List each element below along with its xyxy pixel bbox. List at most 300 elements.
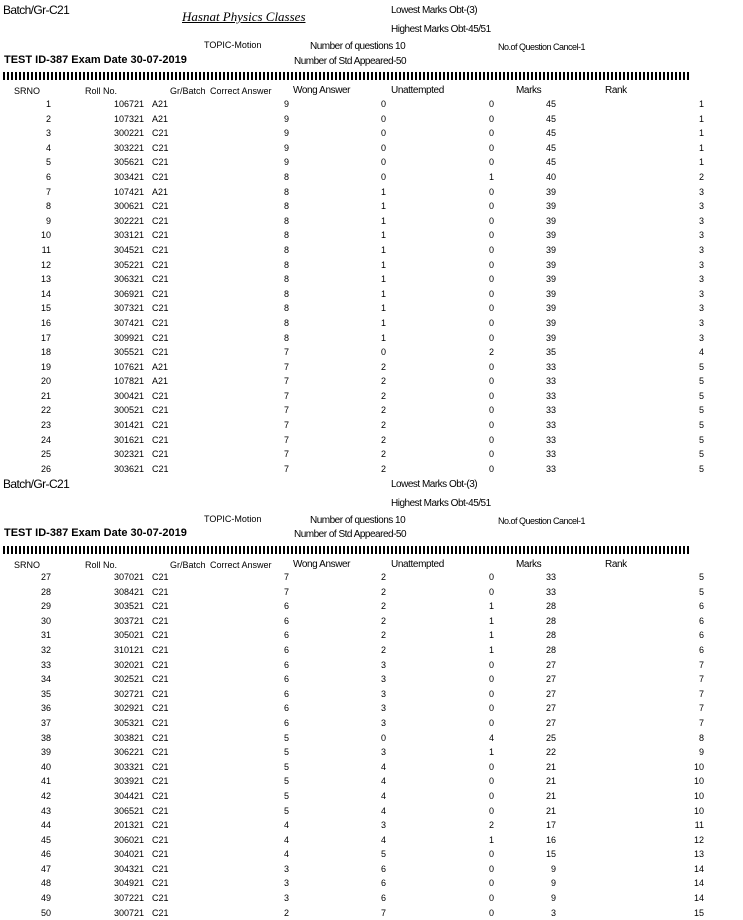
table-row xyxy=(0,272,743,287)
lowest-marks: Lowest Marks Obt-(3) xyxy=(391,5,478,16)
cell-srno: 6 xyxy=(45,171,51,182)
cell-correct: 6 xyxy=(283,717,289,728)
cell-unattempted: 0 xyxy=(488,805,494,816)
cell-correct: 7 xyxy=(283,376,289,387)
cell-marks: 33 xyxy=(545,463,556,474)
cell-roll-no: 302921 xyxy=(114,703,145,714)
cell-roll-no: 300421 xyxy=(114,390,145,401)
cell-wrong: 3 xyxy=(380,820,386,831)
cell-roll-no: 307021 xyxy=(114,572,145,582)
col-header-group: Gr/Batch xyxy=(170,560,206,570)
cell-wrong: 4 xyxy=(380,761,386,772)
cell-rank: 13 xyxy=(693,849,704,860)
test-id-exam-date: TEST ID-387 Exam Date 30-07-2019 xyxy=(4,527,187,539)
cell-rank: 7 xyxy=(698,717,704,728)
cell-marks: 39 xyxy=(545,317,556,328)
cell-unattempted: 0 xyxy=(488,259,494,270)
cell-rank: 1 xyxy=(698,142,704,153)
cell-rank: 14 xyxy=(693,878,704,889)
cell-roll-no: 304021 xyxy=(114,849,145,860)
cell-group: C21 xyxy=(152,405,169,416)
table-row xyxy=(0,818,743,833)
cell-wrong: 2 xyxy=(380,615,386,626)
cell-group: A21 xyxy=(152,376,169,387)
cell-rank: 1 xyxy=(698,99,704,109)
highest-marks: Highest Marks Obt-45/51 xyxy=(391,24,491,35)
cell-srno: 49 xyxy=(40,893,51,904)
cell-srno: 1 xyxy=(45,99,51,109)
cell-marks: 28 xyxy=(545,644,556,655)
cell-marks: 9 xyxy=(550,893,556,904)
cell-roll-no: 303521 xyxy=(114,601,145,612)
cell-srno: 43 xyxy=(40,805,51,816)
table-row xyxy=(0,789,743,804)
cell-srno: 38 xyxy=(40,732,51,743)
col-header-marks: Marks xyxy=(516,85,542,96)
cell-unattempted: 1 xyxy=(488,615,494,626)
col-header-roll: Roll No. xyxy=(85,560,118,570)
cell-rank: 1 xyxy=(698,113,704,124)
table-row xyxy=(0,316,743,331)
cell-unattempted: 0 xyxy=(488,317,494,328)
cell-roll-no: 300721 xyxy=(114,907,145,918)
cell-correct: 8 xyxy=(283,230,289,241)
cell-roll-no: 302221 xyxy=(114,215,145,226)
cell-wrong: 2 xyxy=(380,449,386,460)
cell-wrong: 6 xyxy=(380,878,386,889)
col-header-unattempted: Unattempted xyxy=(391,85,444,96)
cell-roll-no: 303221 xyxy=(114,142,145,153)
cell-marks: 33 xyxy=(545,434,556,445)
cell-correct: 7 xyxy=(283,347,289,358)
cell-rank: 12 xyxy=(693,834,704,845)
table-row xyxy=(0,403,743,418)
cell-srno: 3 xyxy=(45,128,51,139)
cell-correct: 7 xyxy=(283,572,289,582)
table-row xyxy=(0,447,743,462)
cell-marks: 21 xyxy=(545,805,556,816)
cell-wrong: 0 xyxy=(380,142,386,153)
batch-label: Batch/Gr-C21 xyxy=(3,477,70,491)
cell-wrong: 2 xyxy=(380,601,386,612)
cell-unattempted: 2 xyxy=(488,347,494,358)
cell-group: C21 xyxy=(152,849,169,860)
col-header-marks: Marks xyxy=(516,559,542,570)
cell-marks: 16 xyxy=(545,834,556,845)
cell-wrong: 2 xyxy=(380,586,386,597)
table-row xyxy=(0,418,743,433)
cell-rank: 1 xyxy=(698,128,704,139)
cell-roll-no: 304421 xyxy=(114,790,145,801)
cell-roll-no: 303321 xyxy=(114,761,145,772)
cell-correct: 8 xyxy=(283,259,289,270)
cell-marks: 39 xyxy=(545,215,556,226)
cell-marks: 45 xyxy=(545,113,556,124)
cell-marks: 45 xyxy=(545,99,556,109)
cell-group: C21 xyxy=(152,288,169,299)
cell-srno: 19 xyxy=(40,361,51,372)
cell-marks: 17 xyxy=(545,820,556,831)
cell-srno: 15 xyxy=(40,303,51,314)
cell-group: C21 xyxy=(152,703,169,714)
cell-wrong: 0 xyxy=(380,171,386,182)
cell-rank: 3 xyxy=(698,186,704,197)
cell-srno: 27 xyxy=(40,572,51,582)
cell-marks: 33 xyxy=(545,405,556,416)
table-row xyxy=(0,628,743,643)
cell-marks: 27 xyxy=(545,688,556,699)
cell-group: C21 xyxy=(152,747,169,758)
cell-group: C21 xyxy=(152,834,169,845)
cell-marks: 39 xyxy=(545,201,556,212)
cell-group: C21 xyxy=(152,717,169,728)
cell-srno: 30 xyxy=(40,615,51,626)
cell-group: C21 xyxy=(152,878,169,889)
cell-roll-no: 304921 xyxy=(114,878,145,889)
table-row xyxy=(0,687,743,702)
cell-correct: 5 xyxy=(283,790,289,801)
cell-group: C21 xyxy=(152,659,169,670)
table-row xyxy=(0,243,743,258)
table-row xyxy=(0,701,743,716)
cell-marks: 33 xyxy=(545,572,556,582)
cell-roll-no: 304521 xyxy=(114,244,145,255)
cell-group: C21 xyxy=(152,572,169,582)
cell-unattempted: 1 xyxy=(488,630,494,641)
cell-group: C21 xyxy=(152,761,169,772)
cell-wrong: 0 xyxy=(380,157,386,168)
cell-unattempted: 0 xyxy=(488,361,494,372)
cell-srno: 13 xyxy=(40,274,51,285)
cell-unattempted: 0 xyxy=(488,405,494,416)
table-row xyxy=(0,170,743,185)
cell-marks: 40 xyxy=(545,171,556,182)
cell-wrong: 2 xyxy=(380,463,386,474)
cell-wrong: 6 xyxy=(380,863,386,874)
cell-unattempted: 0 xyxy=(488,703,494,714)
table-row xyxy=(0,374,743,389)
cell-marks: 27 xyxy=(545,674,556,685)
cell-marks: 27 xyxy=(545,717,556,728)
col-header-wrong: Wong Answer xyxy=(293,85,351,96)
cell-wrong: 1 xyxy=(380,332,386,343)
cell-srno: 24 xyxy=(40,434,51,445)
cell-rank: 3 xyxy=(698,215,704,226)
cell-correct: 4 xyxy=(283,849,289,860)
cell-roll-no: 300521 xyxy=(114,405,145,416)
cell-unattempted: 1 xyxy=(488,644,494,655)
cell-marks: 33 xyxy=(545,376,556,387)
cell-marks: 45 xyxy=(545,142,556,153)
cell-srno: 34 xyxy=(40,674,51,685)
cell-srno: 2 xyxy=(45,113,51,124)
cell-group: C21 xyxy=(152,215,169,226)
cell-unattempted: 1 xyxy=(488,747,494,758)
cell-rank: 10 xyxy=(693,761,704,772)
cell-marks: 39 xyxy=(545,274,556,285)
table-row xyxy=(0,731,743,746)
cell-roll-no: 107621 xyxy=(114,361,145,372)
cell-marks: 39 xyxy=(545,288,556,299)
cell-roll-no: 305521 xyxy=(114,347,145,358)
cell-wrong: 3 xyxy=(380,659,386,670)
cell-wrong: 3 xyxy=(380,674,386,685)
cell-unattempted: 0 xyxy=(488,659,494,670)
cell-wrong: 1 xyxy=(380,201,386,212)
cell-unattempted: 1 xyxy=(488,834,494,845)
cell-wrong: 1 xyxy=(380,244,386,255)
cell-srno: 9 xyxy=(45,215,51,226)
cell-rank: 6 xyxy=(698,630,704,641)
table-row xyxy=(0,155,743,170)
cell-marks: 39 xyxy=(545,332,556,343)
cell-rank: 3 xyxy=(698,274,704,285)
cell-wrong: 0 xyxy=(380,732,386,743)
cell-correct: 7 xyxy=(283,405,289,416)
cell-rank: 5 xyxy=(698,434,704,445)
cell-wrong: 2 xyxy=(380,361,386,372)
col-header-correct: Correct Answer xyxy=(210,560,272,570)
cell-correct: 8 xyxy=(283,186,289,197)
cell-marks: 27 xyxy=(545,703,556,714)
results-table-1 xyxy=(0,97,743,476)
cell-unattempted: 0 xyxy=(488,761,494,772)
cell-roll-no: 304321 xyxy=(114,863,145,874)
cell-srno: 39 xyxy=(40,747,51,758)
table-row xyxy=(0,716,743,731)
cell-wrong: 3 xyxy=(380,717,386,728)
table-row xyxy=(0,228,743,243)
questions-cancelled: No.of Question Cancel-1 xyxy=(498,42,586,52)
cell-correct: 8 xyxy=(283,288,289,299)
cell-srno: 35 xyxy=(40,688,51,699)
cell-correct: 6 xyxy=(283,601,289,612)
col-header-wrong: Wong Answer xyxy=(293,559,351,570)
table-row xyxy=(0,906,743,920)
cell-marks: 33 xyxy=(545,361,556,372)
cell-srno: 21 xyxy=(40,390,51,401)
cell-roll-no: 305021 xyxy=(114,630,145,641)
col-header-rank: Rank xyxy=(605,559,627,570)
cell-roll-no: 307321 xyxy=(114,303,145,314)
cell-marks: 28 xyxy=(545,615,556,626)
cell-marks: 39 xyxy=(545,186,556,197)
cell-correct: 6 xyxy=(283,688,289,699)
cell-rank: 9 xyxy=(698,747,704,758)
cell-srno: 42 xyxy=(40,790,51,801)
col-header-unattempted: Unattempted xyxy=(391,559,444,570)
cell-correct: 5 xyxy=(283,747,289,758)
cell-marks: 39 xyxy=(545,259,556,270)
cell-group: C21 xyxy=(152,317,169,328)
test-id-exam-date: TEST ID-387 Exam Date 30-07-2019 xyxy=(4,54,187,66)
cell-group: C21 xyxy=(152,259,169,270)
cell-srno: 37 xyxy=(40,717,51,728)
cell-wrong: 1 xyxy=(380,288,386,299)
table-row xyxy=(0,614,743,629)
cell-srno: 20 xyxy=(40,376,51,387)
cell-marks: 35 xyxy=(545,347,556,358)
cell-marks: 9 xyxy=(550,878,556,889)
cell-marks: 33 xyxy=(545,390,556,401)
cell-rank: 14 xyxy=(693,893,704,904)
cell-srno: 26 xyxy=(40,463,51,474)
cell-roll-no: 310121 xyxy=(114,644,145,655)
cell-group: C21 xyxy=(152,615,169,626)
cell-wrong: 3 xyxy=(380,703,386,714)
table-row xyxy=(0,126,743,141)
cell-rank: 3 xyxy=(698,230,704,241)
cell-unattempted: 0 xyxy=(488,463,494,474)
cell-correct: 6 xyxy=(283,703,289,714)
col-header-roll: Roll No. xyxy=(85,86,118,96)
table-row xyxy=(0,599,743,614)
cell-srno: 31 xyxy=(40,630,51,641)
cell-unattempted: 0 xyxy=(488,449,494,460)
cell-roll-no: 307221 xyxy=(114,893,145,904)
cell-unattempted: 0 xyxy=(488,434,494,445)
cell-wrong: 1 xyxy=(380,317,386,328)
cell-rank: 15 xyxy=(693,907,704,918)
cell-srno: 25 xyxy=(40,449,51,460)
cell-wrong: 5 xyxy=(380,849,386,860)
table-row xyxy=(0,389,743,404)
results-table-2 xyxy=(0,570,743,920)
cell-marks: 27 xyxy=(545,659,556,670)
cell-srno: 36 xyxy=(40,703,51,714)
cell-correct: 6 xyxy=(283,674,289,685)
cell-srno: 48 xyxy=(40,878,51,889)
topic-label: TOPIC-Motion xyxy=(204,40,262,50)
cell-wrong: 7 xyxy=(380,907,386,918)
cell-srno: 46 xyxy=(40,849,51,860)
number-of-questions: Number of questions 10 xyxy=(310,41,406,52)
cell-roll-no: 303721 xyxy=(114,615,145,626)
cell-rank: 5 xyxy=(698,449,704,460)
cell-group: C21 xyxy=(152,630,169,641)
separator-bar xyxy=(3,72,691,80)
topic-label: TOPIC-Motion xyxy=(204,514,262,524)
cell-correct: 9 xyxy=(283,128,289,139)
cell-marks: 28 xyxy=(545,630,556,641)
cell-srno: 16 xyxy=(40,317,51,328)
batch-label: Batch/Gr-C21 xyxy=(3,3,70,17)
cell-rank: 7 xyxy=(698,659,704,670)
cell-correct: 7 xyxy=(283,449,289,460)
cell-rank: 3 xyxy=(698,303,704,314)
table-row xyxy=(0,672,743,687)
table-row xyxy=(0,199,743,214)
cell-correct: 7 xyxy=(283,586,289,597)
cell-roll-no: 300221 xyxy=(114,128,145,139)
cell-roll-no: 306921 xyxy=(114,288,145,299)
cell-correct: 2 xyxy=(283,907,289,918)
cell-srno: 23 xyxy=(40,420,51,431)
cell-rank: 3 xyxy=(698,201,704,212)
cell-rank: 14 xyxy=(693,863,704,874)
cell-correct: 5 xyxy=(283,776,289,787)
cell-correct: 8 xyxy=(283,201,289,212)
cell-marks: 39 xyxy=(545,303,556,314)
table-row xyxy=(0,258,743,273)
cell-group: C21 xyxy=(152,907,169,918)
table-row xyxy=(0,643,743,658)
cell-correct: 4 xyxy=(283,834,289,845)
cell-rank: 6 xyxy=(698,644,704,655)
cell-rank: 5 xyxy=(698,463,704,474)
cell-rank: 3 xyxy=(698,288,704,299)
cell-marks: 45 xyxy=(545,128,556,139)
cell-group: C21 xyxy=(152,776,169,787)
cell-roll-no: 309921 xyxy=(114,332,145,343)
table-row xyxy=(0,360,743,375)
cell-roll-no: 303121 xyxy=(114,230,145,241)
cell-marks: 33 xyxy=(545,586,556,597)
cell-srno: 33 xyxy=(40,659,51,670)
cell-correct: 9 xyxy=(283,99,289,109)
cell-wrong: 2 xyxy=(380,390,386,401)
cell-correct: 8 xyxy=(283,171,289,182)
cell-correct: 7 xyxy=(283,434,289,445)
cell-wrong: 2 xyxy=(380,644,386,655)
cell-correct: 4 xyxy=(283,820,289,831)
cell-rank: 1 xyxy=(698,157,704,168)
cell-marks: 45 xyxy=(545,157,556,168)
cell-unattempted: 0 xyxy=(488,586,494,597)
cell-roll-no: 302521 xyxy=(114,674,145,685)
table-row xyxy=(0,287,743,302)
cell-roll-no: 302321 xyxy=(114,449,145,460)
cell-wrong: 3 xyxy=(380,688,386,699)
table-row xyxy=(0,345,743,360)
col-header-srno: SRNO xyxy=(14,86,41,96)
table-row xyxy=(0,847,743,862)
cell-group: C21 xyxy=(152,390,169,401)
cell-group: C21 xyxy=(152,790,169,801)
cell-wrong: 4 xyxy=(380,834,386,845)
cell-marks: 28 xyxy=(545,601,556,612)
table-row xyxy=(0,214,743,229)
cell-srno: 32 xyxy=(40,644,51,655)
cell-unattempted: 0 xyxy=(488,776,494,787)
students-appeared: Number of Std Appeared-50 xyxy=(294,56,407,67)
cell-group: C21 xyxy=(152,420,169,431)
cell-unattempted: 0 xyxy=(488,303,494,314)
cell-roll-no: 305221 xyxy=(114,259,145,270)
cell-rank: 6 xyxy=(698,615,704,626)
cell-group: C21 xyxy=(152,434,169,445)
cell-rank: 3 xyxy=(698,259,704,270)
cell-unattempted: 2 xyxy=(488,820,494,831)
cell-srno: 18 xyxy=(40,347,51,358)
cell-srno: 8 xyxy=(45,201,51,212)
cell-group: C21 xyxy=(152,820,169,831)
table-row xyxy=(0,774,743,789)
table-row xyxy=(0,804,743,819)
cell-rank: 5 xyxy=(698,390,704,401)
cell-wrong: 1 xyxy=(380,259,386,270)
cell-roll-no: 300621 xyxy=(114,201,145,212)
table-row xyxy=(0,570,743,585)
cell-marks: 21 xyxy=(545,761,556,772)
cell-wrong: 1 xyxy=(380,230,386,241)
cell-roll-no: 106721 xyxy=(114,99,145,109)
cell-rank: 11 xyxy=(694,820,704,831)
cell-rank: 5 xyxy=(698,420,704,431)
cell-correct: 5 xyxy=(283,732,289,743)
cell-group: A21 xyxy=(152,361,169,372)
cell-rank: 5 xyxy=(698,376,704,387)
